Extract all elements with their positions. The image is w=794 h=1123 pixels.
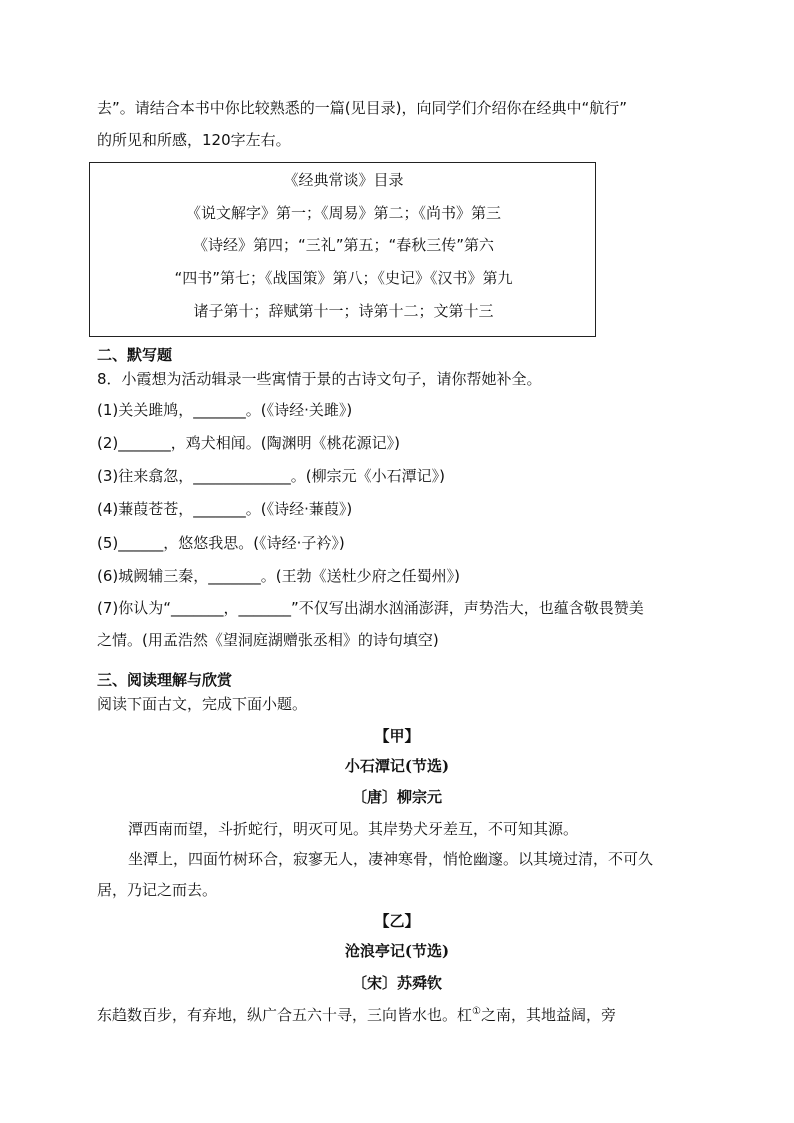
fill-item-7-cont: 之情。(用孟浩然《望洞庭湖赠张丞相》的诗句填空) <box>97 631 439 649</box>
toc-row: 《诗经》第四；“三礼”第五；“春秋三传”第六 <box>192 236 495 254</box>
toc-title: 《经典常谈》目录 <box>283 171 404 189</box>
intro-line-2: 的所见和所感，120字左右。 <box>97 131 291 149</box>
passage-yi-text: 之南，其地益阔，旁 <box>480 1006 616 1024</box>
footnote-marker: ① <box>472 1006 481 1017</box>
passage-jia-paragraph: 潭西南而望，斗折蛇行，明灭可见。其岸势犬牙差互，不可知其源。 <box>128 820 579 838</box>
passage-jia-title: 小石潭记(节选) <box>344 757 450 775</box>
passage-jia-author: 〔唐〕柳宗元 <box>351 788 442 806</box>
intro-line-1: 去”。请结合本书中你比较熟悉的一篇(见目录)，向同学们介绍你在经典中“航行” <box>97 99 628 117</box>
toc-box <box>89 162 596 337</box>
passage-yi-title: 沧浪亭记(节选) <box>344 942 450 960</box>
reading-instruction: 阅读下面古文，完成下面小题。 <box>97 695 308 713</box>
toc-row: “四书”第七；《战国策》第八；《史记》《汉书》第九 <box>174 269 513 287</box>
toc-row: 《说文解字》第一；《周易》第二；《尚书》第三 <box>185 204 501 222</box>
passage-jia-paragraph: 坐潭上，四面竹树环合，寂寥无人，凄神寒骨，悄怆幽邃。以其境过清，不可久 <box>128 850 654 868</box>
fill-item-6: (6)城阙辅三秦，_______。(王勃《送杜少府之任蜀州》) <box>97 567 460 585</box>
fill-item-5: (5)______，悠悠我思。(《诗经·子衿》) <box>97 534 345 552</box>
section3-heading: 三、阅读理解与欣赏 <box>97 671 233 689</box>
question-8: 8．小霞想为活动辑录一些寓情于景的古诗文句子，请你帮她补全。 <box>97 370 542 388</box>
fill-item-7: (7)你认为“_______，_______”不仅写出湖水汹涌澎湃，声势浩大，也蕴含敬畏赞美 <box>97 599 644 617</box>
passage-jia-paragraph-cont: 居，乃记之而去。 <box>97 881 218 899</box>
passage-jia-label: 【甲】 <box>374 727 420 745</box>
fill-item-4: (4)蒹葭苍苍，_______。(《诗经·蒹葭》) <box>97 500 353 518</box>
passage-yi-text: 东趋数百步，有弃地，纵广合五六十寻，三向皆水也。杠 <box>97 1006 473 1024</box>
toc-row: 诸子第十；辞赋第十一；诗第十二；文第十三 <box>193 302 494 320</box>
fill-item-2: (2)_______，鸡犬相闻。(陶渊明《桃花源记》) <box>97 434 400 452</box>
section2-heading: 二、默写题 <box>97 346 173 364</box>
fill-item-3: (3)往来翕忽，_____________。(柳宗元《小石潭记》) <box>97 467 445 485</box>
passage-yi-paragraph <box>97 1005 616 1025</box>
passage-yi-author: 〔宋〕苏舜钦 <box>351 974 442 992</box>
fill-item-1: (1)关关雎鸠，_______。(《诗经·关雎》) <box>97 401 353 419</box>
passage-yi-label: 【乙】 <box>374 912 420 930</box>
